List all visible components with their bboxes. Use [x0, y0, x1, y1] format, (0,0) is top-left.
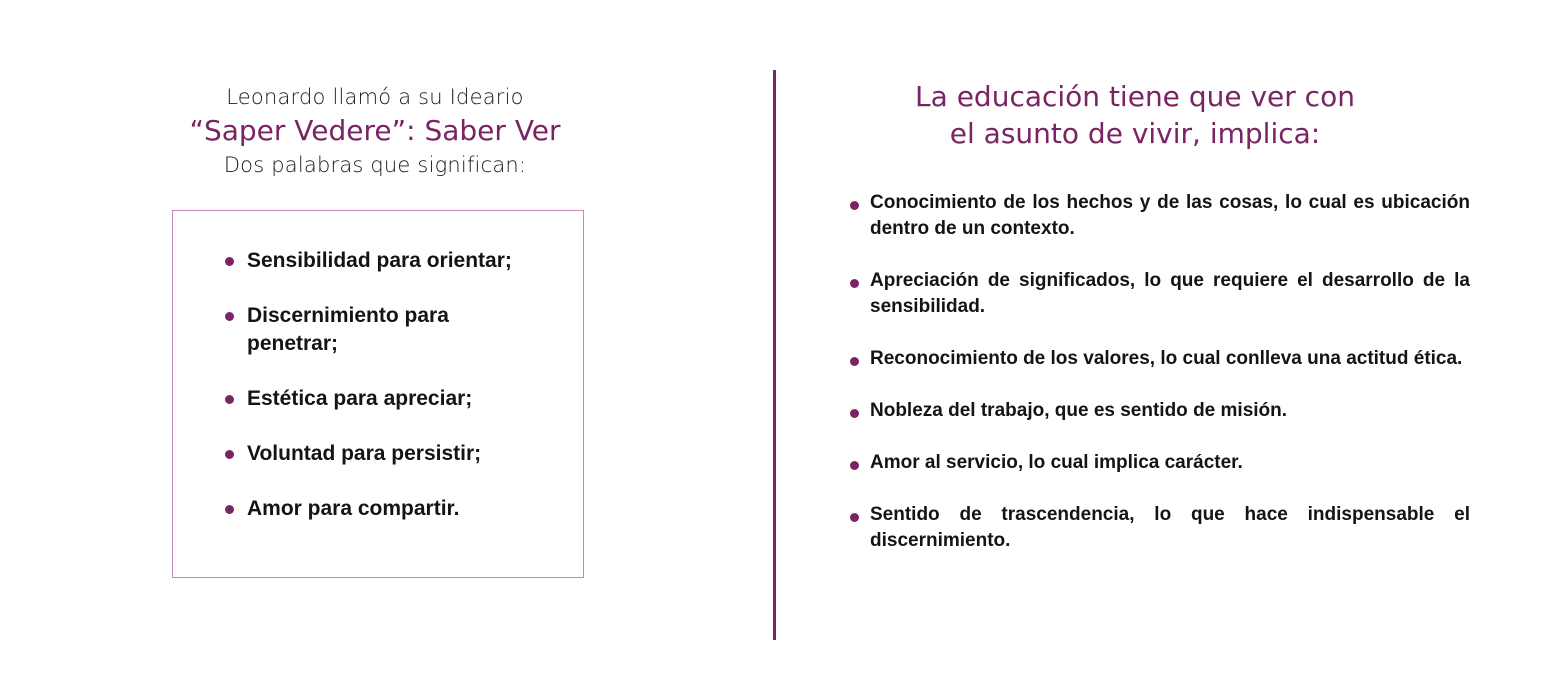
bullet-icon: [850, 201, 859, 210]
right-list: [848, 190, 1470, 580]
intro-line-1: Leonardo llamó a su Ideario: [226, 85, 524, 109]
list-item-text: Voluntad para persistir;: [247, 442, 482, 465]
bullet-icon: [225, 395, 234, 404]
list-item: [223, 495, 553, 523]
left-list: [223, 247, 553, 550]
bullet-icon: [850, 461, 859, 470]
bullet-icon: [850, 409, 859, 418]
left-bordered-box: [172, 210, 584, 578]
bullet-icon: [850, 357, 859, 366]
left-intro: [150, 82, 600, 180]
list-item-text: Estética para apreciar;: [247, 387, 473, 410]
list-item-text: Reconocimiento de los valores, lo cual conlleva una actitud ética.: [870, 348, 1463, 369]
list-item: [848, 268, 1470, 320]
list-item-text: Amor para compartir.: [247, 497, 460, 520]
list-item-text: Apreciación de significados, lo que requiere el desarrollo de la sensibilidad.: [870, 270, 1470, 317]
list-item: [848, 502, 1470, 554]
list-item-text: Amor al servicio, lo cual implica carácter.: [870, 452, 1243, 473]
list-item: [848, 190, 1470, 242]
list-item-text: Nobleza del trabajo, que es sentido de misión.: [870, 400, 1288, 421]
list-item-text: Conocimiento de los hechos y de las cosas, lo cual es ubicación dentro de un contexto.: [870, 192, 1470, 239]
bullet-icon: [850, 279, 859, 288]
list-item-text: Sensibilidad para orientar;: [247, 249, 512, 272]
list-item: [848, 450, 1470, 476]
bullet-icon: [225, 505, 234, 514]
bullet-icon: [225, 257, 234, 266]
list-item: [848, 346, 1470, 372]
bullet-icon: [850, 513, 859, 522]
right-title-line-1: La educación tiene que ver con: [915, 80, 1355, 113]
intro-title: “Saper Vedere”: Saber Ver: [189, 114, 561, 147]
list-item: [223, 247, 553, 275]
vertical-divider: [773, 70, 776, 640]
list-item-text: Sentido de trascendencia, lo que hace indispensable el discernimiento.: [870, 504, 1470, 551]
intro-line-3: Dos palabras que significan:: [223, 153, 527, 177]
list-item: [223, 385, 553, 413]
list-item-text: Discernimiento para penetrar;: [247, 304, 449, 355]
bullet-icon: [225, 450, 234, 459]
list-item: [848, 398, 1470, 424]
list-item: [223, 302, 507, 358]
right-title: [870, 78, 1400, 152]
right-title-line-2: el asunto de vivir, implica:: [949, 117, 1321, 150]
list-item: [223, 440, 553, 468]
bullet-icon: [225, 312, 234, 321]
